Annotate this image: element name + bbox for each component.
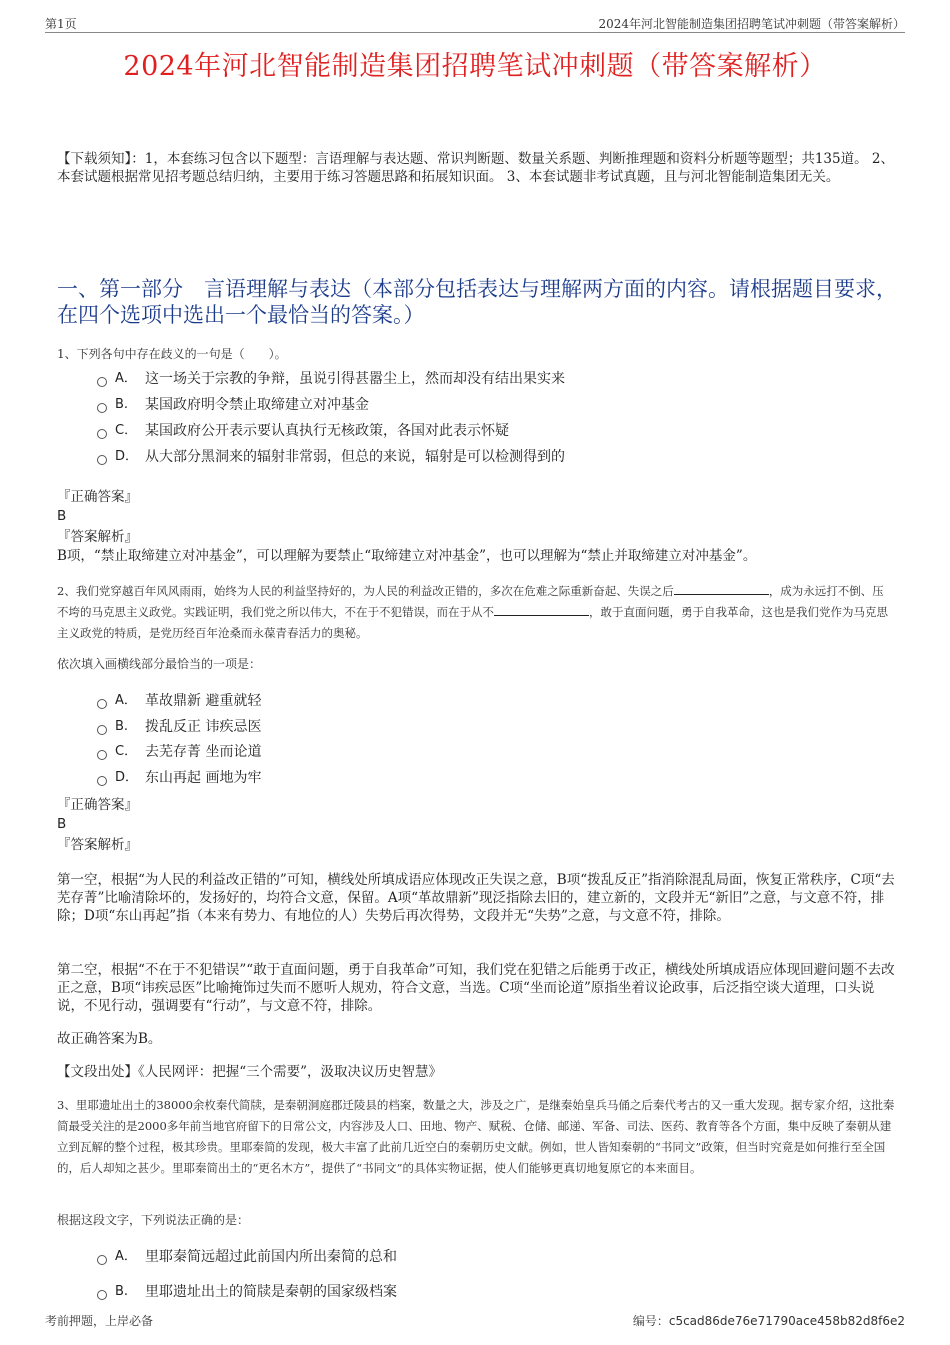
q2-analysis-p2: 第二空，根据“不在于不犯错误”“敢于直面问题，勇于自我革命”可知，我们党在犯错之后能勇于改正，横线处所填成语应体现回避问题不去改正之意，B项“讳疾忌医”比喻掩饰过失而不愿听人规劝，符合文意，当选。C项“坐而论道”原指坐着议论政事，后泛指空谈大道理，口头说说，不见行动，强调要有“行动”，与文意不符，排除。 <box>57 962 895 1014</box>
header-doc-title: 2024年河北智能制造集团招聘笔试冲刺题（带答案解析） <box>598 17 905 31</box>
q1-option-d[interactable]: D． 从大部分黑洞来的辐射非常弱，但总的来说，辐射是可以检测得到的 <box>97 447 565 467</box>
q1-option-a[interactable]: A． 这一场关于宗教的争辩，虽说引得甚嚣尘上，然而却没有结出果实来 <box>97 369 565 389</box>
radio-icon[interactable] <box>97 725 107 735</box>
radio-icon[interactable] <box>97 776 107 786</box>
radio-icon[interactable] <box>97 750 107 760</box>
radio-icon[interactable] <box>97 429 107 439</box>
download-notice: 【下载须知】：1，本套练习包含以下题型：言语理解与表达题、常识判断题、数量关系题、判断推理题和资料分析题等题型；共135道。 2、本套试题根据常见招考题总结归纳，主要用于练习答题思路和拓展知识面。 3、本套试题非考试真题，且与河北智能制造集团无关。 <box>57 151 894 185</box>
header-rule <box>45 32 905 33</box>
q2-stem: 2、我们党穿越百年风风雨雨，始终为人民的利益坚持好的，为人民的利益改正错的，多次在危难之际重新奋起、失误之后 ，成为永远打不倒、压不垮的马克思主义政党。实践证明，我们党之所以伟大，不在于不犯错误，而在于从不 ，敢于直面问题，勇于自我革命，这也是我们党作为马克思主义政党的特质，是党历经百年沧桑而永葆青春活力的奥秘。 <box>57 584 888 640</box>
section-title: 一、第一部分 言语理解与表达（本部分包括表达与理解两方面的内容。请根据题目要求，在四个选项中选出一个最恰当的答案。） <box>57 277 897 327</box>
page-number: 第1页 <box>45 17 77 31</box>
footer-slogan: 考前押题，上岸必备 <box>45 1314 154 1328</box>
radio-icon[interactable] <box>97 455 107 465</box>
footer-code: 编号：c5cad86de76e71790ace458b82d8f6e2 <box>632 1314 905 1328</box>
q2-source: 【文段出处】《人民网评：把握“三个需要”，汲取决议历史智慧》 <box>57 1064 443 1080</box>
q2-option-b[interactable]: B. 拨乱反正 讳疾忌医 <box>97 717 261 737</box>
q1-answer: B <box>57 508 67 524</box>
q1-option-b[interactable]: B. 某国政府明令禁止取缔建立对冲基金 <box>97 395 369 415</box>
q1-analysis: B项，“禁止取缔建立对冲基金”，可以理解为要禁止“取缔建立对冲基金”，也可以理解为“禁止并取缔建立对冲基金”。 <box>57 548 757 564</box>
q1-analysis-label: 『答案解析』 <box>57 529 138 545</box>
q3-option-b[interactable]: B. 里耶遗址出土的简牍是秦朝的国家级档案 <box>97 1282 397 1302</box>
radio-icon[interactable] <box>97 377 107 387</box>
q2-answer: B <box>57 816 67 832</box>
radio-icon[interactable] <box>97 1290 107 1300</box>
q2-option-d[interactable]: D． 东山再起 画地为牢 <box>97 768 261 788</box>
page-title: 2024年河北智能制造集团招聘笔试冲刺题（带答案解析） <box>123 51 827 82</box>
q3-prompt: 根据这段文字，下列说法正确的是： <box>57 1213 250 1227</box>
q2-analysis-label: 『答案解析』 <box>57 837 138 853</box>
radio-icon[interactable] <box>97 699 107 709</box>
q2-option-a[interactable]: A． 革故鼎新 避重就轻 <box>97 691 261 711</box>
q1-option-c[interactable]: C． 某国政府公开表示要认真执行无核政策，各国对此表示怀疑 <box>97 421 509 441</box>
q3-option-a[interactable]: A． 里耶秦简远超过此前国内所出秦简的总和 <box>97 1247 397 1267</box>
q1-correct-label: 『正确答案』 <box>57 489 138 505</box>
q2-correct-label: 『正确答案』 <box>57 797 138 813</box>
q2-prompt: 依次填入画横线部分最恰当的一项是： <box>57 657 262 671</box>
document-code: c5cad86de76e71790ace458b82d8f6e2 <box>668 1314 905 1328</box>
radio-icon[interactable] <box>97 403 107 413</box>
q3-stem: 3、里耶遗址出土的38000余枚秦代简牍，是秦朝洞庭郡迁陵县的档案，数量之大，涉及之广，是继秦始皇兵马俑之后秦代考古的又一重大发现。据专家介绍，这批秦简最受关注的是2000多年前当地官府留下的日常公文，内容涉及人口、田地、物产、赋税、仓储、邮递、军备、司法、医药、教育等各个方面，集中反映了秦朝从建立到瓦解的整个过程，极其珍贵。里耶秦简的发现，极大丰富了此前几近空白的秦朝历史文献。例如，世人皆知秦朝的“书同文”政策，但当时究竟是如何推行至全国的，后人却知之甚少。里耶秦简出土的“更名木方”，提供了“书同文”的具体实物证据，使人们能够更真切地复原它的本来面目。 <box>57 1098 895 1175</box>
q1-stem: 1、下列各句中存在歧义的一句是（ ）。 <box>57 347 287 361</box>
q2-conclusion: 故正确答案为B。 <box>57 1031 162 1047</box>
radio-icon[interactable] <box>97 1255 107 1265</box>
q2-option-c[interactable]: C． 去芜存菁 坐而论道 <box>97 742 261 762</box>
fill-blank-2 <box>494 603 589 616</box>
q2-analysis-p1: 第一空，根据“为人民的利益改正错的”可知，横线处所填成语应体现改正失误之意，B项“拨乱反正”指消除混乱局面，恢复正常秩序，C项“去芜存菁”比喻清除坏的，发扬好的，均符合文意，保留。A项“革故鼎新”现泛指除去旧的，建立新的，文段并无“新旧”之意，与文意不符，排除；D项“东山再起”指（本来有势力、有地位的人）失势后再次得势，文段并无“失势”之意，与文意不符，排除。 <box>57 872 895 924</box>
fill-blank-1 <box>674 582 769 595</box>
